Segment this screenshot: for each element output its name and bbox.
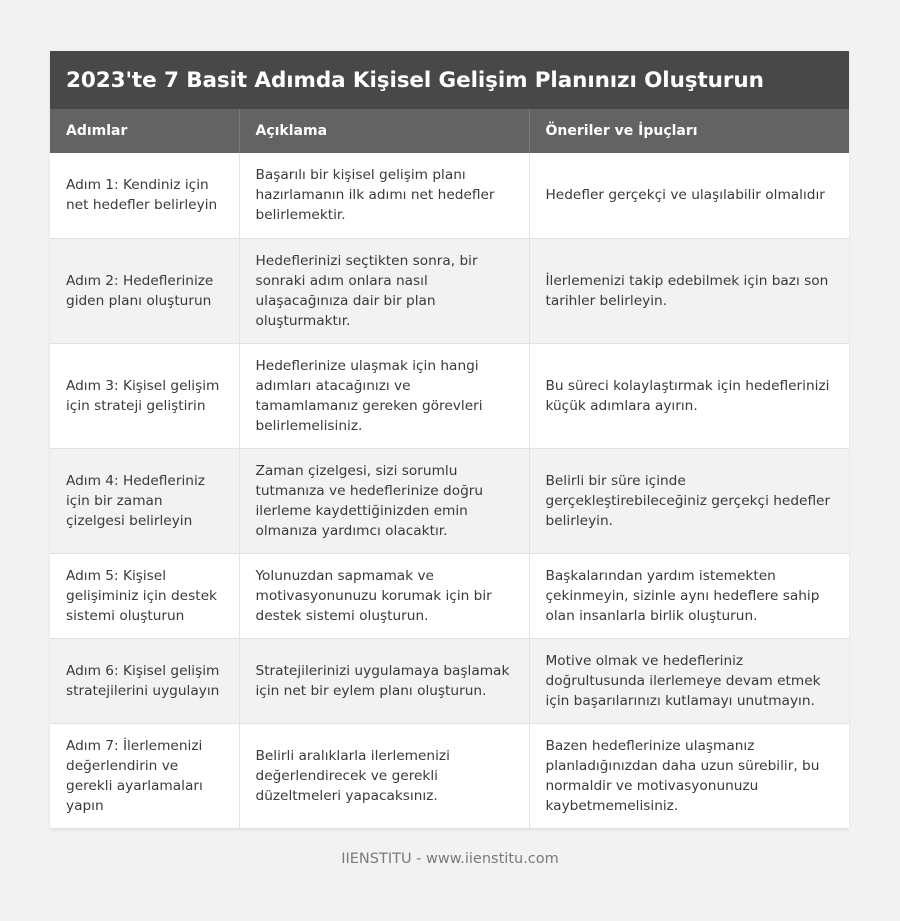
tips-cell: Motive olmak ve hedefleriniz doğrultusunda ilerlemeye devam etmek için başarılarınızı kutlamayı unutmayın. <box>529 638 849 723</box>
table-row <box>50 638 849 723</box>
step-cell: Adım 6: Kişisel gelişim stratejilerini uygulayın <box>50 638 239 723</box>
tips-cell: Bu süreci kolaylaştırmak için hedeflerinizi küçük adımlara ayırın. <box>529 343 849 448</box>
table-row <box>50 448 849 553</box>
tips-cell: Başkalarından yardım istemekten çekinmeyin, sizinle aynı hedeflere sahip olan insanlarla birlik oluşturun. <box>529 553 849 638</box>
step-cell: Adım 2: Hedeflerinize giden planı oluşturun <box>50 238 239 343</box>
tips-cell: Bazen hedeflerinize ulaşmanız planladığınızdan daha uzun sürebilir, bu normaldir ve motivasyonunuzu kaybetmemelisiniz. <box>529 723 849 828</box>
column-header-steps: Adımlar <box>50 109 239 153</box>
page-title: 2023'te 7 Basit Adımda Kişisel Gelişim Planınızı Oluşturun <box>50 51 849 109</box>
table-row <box>50 553 849 638</box>
tips-cell: Belirli bir süre içinde gerçekleştirebileceğiniz gerçekçi hedefler belirleyin. <box>529 448 849 553</box>
table-row <box>50 723 849 828</box>
table-row <box>50 238 849 343</box>
step-cell: Adım 3: Kişisel gelişim için strateji geliştirin <box>50 343 239 448</box>
step-cell: Adım 1: Kendiniz için net hedefler belirleyin <box>50 153 239 238</box>
description-cell: Başarılı bir kişisel gelişim planı hazırlamanın ilk adımı net hedefler belirlemektir. <box>239 153 529 238</box>
plan-card <box>50 51 849 829</box>
tips-cell: Hedefler gerçekçi ve ulaşılabilir olmalıdır <box>529 153 849 238</box>
description-cell: Hedeflerinize ulaşmak için hangi adımları atacağınızı ve tamamlamanız gereken görevleri belirlemelisiniz. <box>239 343 529 448</box>
table-row <box>50 343 849 448</box>
step-cell: Adım 4: Hedefleriniz için bir zaman çizelgesi belirleyin <box>50 448 239 553</box>
column-header-description: Açıklama <box>239 109 529 153</box>
description-cell: Zaman çizelgesi, sizi sorumlu tutmanıza ve hedeflerinize doğru ilerleme kaydettiğinizden emin olmanıza yardımcı olacaktır. <box>239 448 529 553</box>
description-cell: Hedeflerinizi seçtikten sonra, bir sonraki adım onlara nasıl ulaşacağınıza dair bir plan oluşturmaktır. <box>239 238 529 343</box>
steps-table <box>50 109 849 829</box>
footer-credit: IIENSTITU - www.iienstitu.com <box>341 851 559 867</box>
description-cell: Belirli aralıklarla ilerlemenizi değerlendirecek ve gerekli düzeltmeleri yapacaksınız. <box>239 723 529 828</box>
table-row <box>50 153 849 238</box>
description-cell: Stratejilerinizi uygulamaya başlamak için net bir eylem planı oluşturun. <box>239 638 529 723</box>
table-header-row <box>50 109 849 153</box>
description-cell: Yolunuzdan sapmamak ve motivasyonunuzu korumak için bir destek sistemi oluşturun. <box>239 553 529 638</box>
step-cell: Adım 5: Kişisel gelişiminiz için destek sistemi oluşturun <box>50 553 239 638</box>
step-cell: Adım 7: İlerlemenizi değerlendirin ve gerekli ayarlamaları yapın <box>50 723 239 828</box>
tips-cell: İlerlemenizi takip edebilmek için bazı son tarihler belirleyin. <box>529 238 849 343</box>
column-header-tips: Öneriler ve İpuçları <box>529 109 849 153</box>
